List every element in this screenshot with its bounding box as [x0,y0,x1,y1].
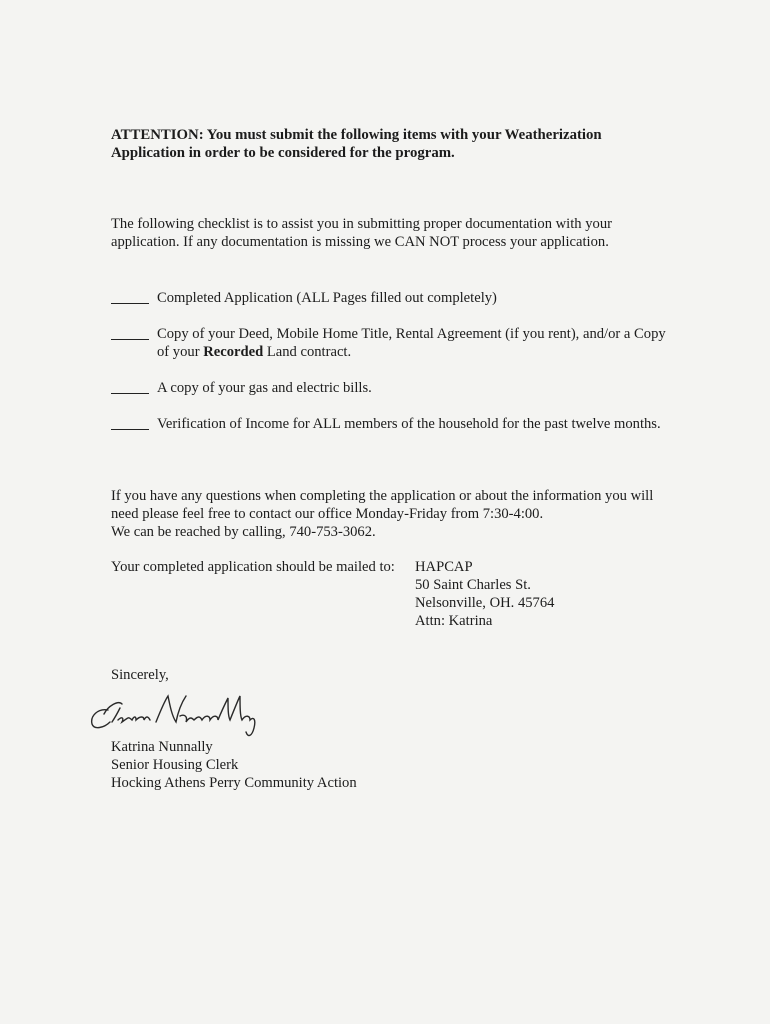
checklist-item-text-start: Copy of your Deed, Mobile Home Title, Rental Agreement (if you rent), and/or a Copy of your [157,326,666,360]
phone-text: We can be reached by calling, 740-753-3062. [111,524,376,540]
signature-image [84,686,284,742]
checklist-item-text: A copy of your gas and electric bills. [157,380,372,396]
mailing-label: Your completed application should be mailed to: [111,559,395,575]
address-line-city: Nelsonville, OH. 45764 [415,595,555,611]
checklist-item-text-end: Land contract. [263,344,352,360]
checklist-item-text [157,325,667,361]
intro-paragraph: The following checklist is to assist you in submitting proper documentation with your application. If any documentation is missing we CAN NOT process your application. [111,216,612,250]
signer-name: Katrina Nunnally [111,739,213,755]
mailing-address [415,558,554,630]
attention-heading: ATTENTION: You must submit the following items with your Weatherization Application in order to be considered for the program. [111,127,602,161]
address-line-street: 50 Saint Charles St. [415,577,531,593]
checklist-item-text: Verification of Income for ALL members of the household for the past twelve months. [157,416,661,432]
questions-text: If you have any questions when completing the application or about the information you will need please feel free to contact our office Monday-Friday from 7:30-4:00. [111,488,654,522]
signer-block [111,738,357,792]
signer-title: Senior Housing Clerk [111,757,239,773]
checklist-item-text: Completed Application (ALL Pages filled out completely) [157,290,497,306]
questions-paragraph [111,487,671,541]
address-line-attn: Attn: Katrina [415,613,493,629]
checklist-item-bold: Recorded [203,344,264,360]
address-line-org: HAPCAP [415,559,473,575]
signer-org: Hocking Athens Perry Community Action [111,775,357,791]
closing: Sincerely, [111,667,169,683]
